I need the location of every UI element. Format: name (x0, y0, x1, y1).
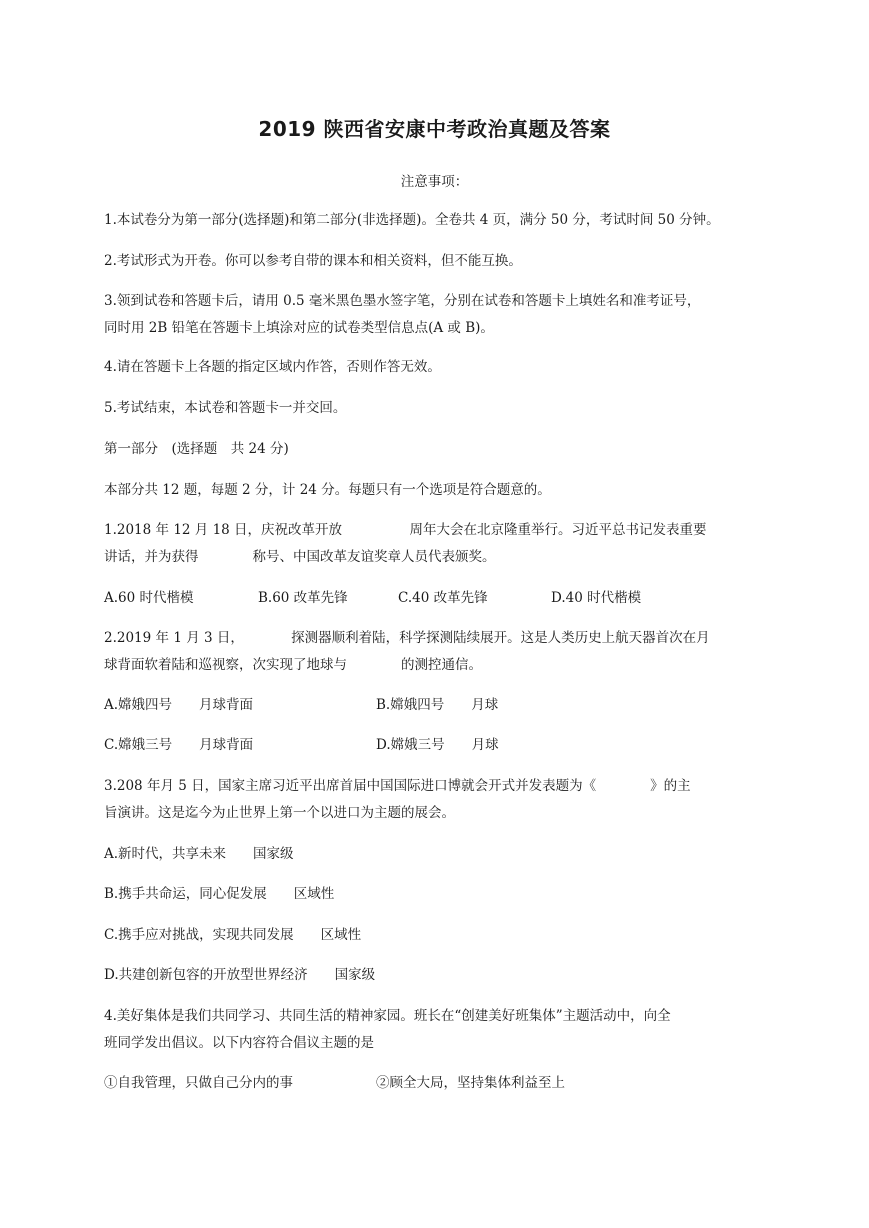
part-heading: 第一部分 (选择题 共 24 分) (104, 441, 289, 457)
note-3: 3.领到试卷和答题卡后，请用 0.5 毫米黑色墨水签字笔，分别在试卷和答题卡上填姓名和准考证号， (104, 293, 701, 309)
question-1-line-2: 讲话，并为获得 称号、中国改革友谊奖章人员代表颁奖。 (104, 549, 496, 565)
notice-heading: 注意事项： (400, 174, 469, 190)
part-intro: 本部分共 12 题，每题 2 分，计 24 分。每题只有一个选项是符合题意的。 (104, 482, 551, 498)
note-3-cont: 同时用 2B 铅笔在答题卡上填涂对应的试卷类型信息点(A 或 B)。 (104, 320, 494, 336)
note-1: 1.本试卷分为第一部分(选择题)和第二部分(非选择题)。全卷共 4 页，满分 50 分，考试时间 50 分钟。 (104, 212, 720, 228)
question-3-line-1: 3.208 年月 5 日，国家主席习近平出席首届中国国际进口博就会开式并发表题为《 》的主 (104, 778, 691, 794)
question-4-line-1: 4.美好集体是我们共同学习、共同生活的精神家园。班长在“创建美好班集体”主题活动中，向全 (104, 1008, 671, 1024)
question-3-line-2: 旨演讲。这是迄今为止世界上第一个以进口为主题的展会。 (104, 805, 455, 821)
question-1-option-c: C.40 改革先锋 (398, 590, 488, 606)
question-1-option-a: A.60 时代楷模 (104, 590, 194, 606)
question-4-item-2: ②顾全大局，坚持集体利益至上 (376, 1075, 565, 1091)
note-5: 5.考试结束，本试卷和答题卡一并交回。 (104, 400, 347, 416)
question-4-item-1: ①自我管理，只做自己分内的事 (104, 1075, 293, 1091)
question-3-option-d: D.共建创新包容的开放型世界经济 国家级 (104, 967, 376, 983)
question-2-option-a: A.嫦娥四号 月球背面 (104, 697, 254, 713)
question-2-line-2: 球背面软着陆和巡视察，次实现了地球与 的测控通信。 (104, 657, 482, 673)
question-3-option-b: B.携手共命运，同心促发展 区域性 (104, 886, 335, 902)
question-1-line-1: 1.2018 年 12 月 18 日，庆祝改革开放 周年大会在北京隆重举行。习近平总书记发表重要 (104, 522, 707, 538)
question-2-line-1: 2.2019 年 1 月 3 日， 探测器顺利着陆，科学探测陆续展开。这是人类历史上航天器首次在月 (104, 630, 710, 646)
note-4: 4.请在答题卡上各题的指定区域内作答，否则作答无效。 (104, 359, 441, 375)
document-title: 2019 陕西省安康中考政治真题及答案 (258, 117, 611, 141)
question-3-option-c: C.携手应对挑战，实现共同发展 区域性 (104, 927, 362, 943)
question-2-option-c: C.嫦娥三号 月球背面 (104, 737, 254, 753)
question-2-option-b: B.嫦娥四号 月球 (376, 697, 499, 713)
question-1-option-b: B.60 改革先锋 (258, 590, 348, 606)
question-4-line-2: 班同学发出倡议。以下内容符合倡议主题的是 (104, 1035, 374, 1051)
question-3-option-a: A.新时代，共享未来 国家级 (104, 846, 294, 862)
question-2-option-d: D.嫦娥三号 月球 (376, 737, 499, 753)
note-2: 2.考试形式为开卷。你可以参考自带的课本和相关资料，但不能互换。 (104, 253, 522, 269)
question-1-option-d: D.40 时代楷模 (551, 590, 642, 606)
